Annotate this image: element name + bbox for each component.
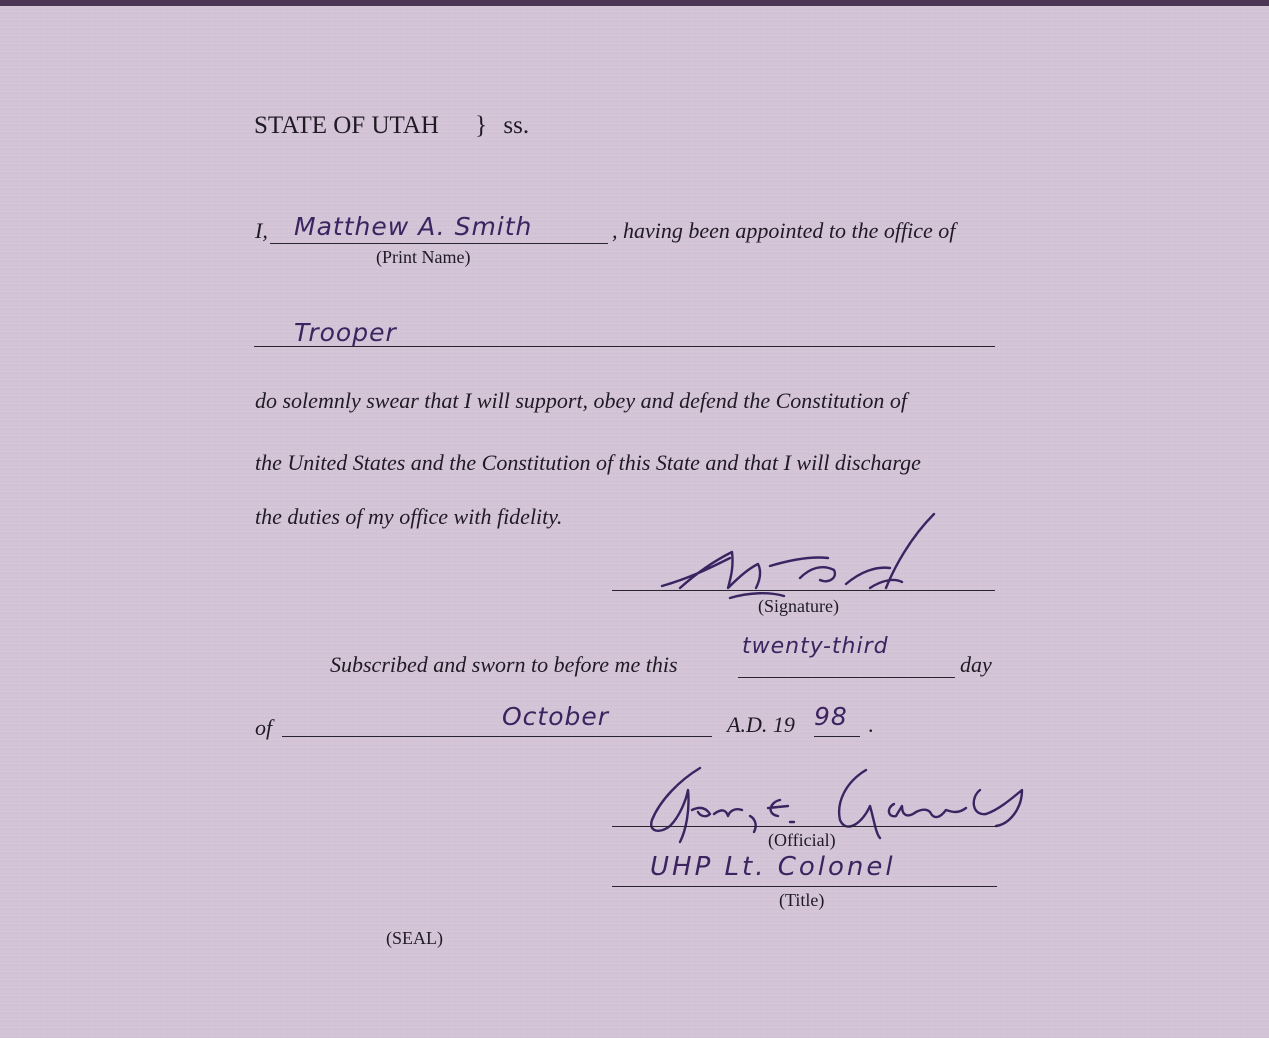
day-handwritten: twenty-third (742, 634, 889, 659)
top-edge (0, 0, 1269, 6)
year-handwritten: 98 (814, 702, 848, 731)
oath-line-3: the duties of my office with fidelity. (255, 504, 563, 529)
month-line (282, 736, 712, 737)
of-label: of (255, 715, 273, 740)
state-label: STATE OF UTAH (254, 112, 439, 139)
month-handwritten: October (502, 702, 610, 731)
brace-mark: } (475, 112, 488, 139)
signature-scribble (650, 508, 950, 608)
date-period: . (868, 712, 874, 737)
subscribed-text: Subscribed and sworn to before me this (330, 652, 678, 677)
oath-line-1: do solemnly swear that I will support, obey and defend the Constitution of (255, 388, 908, 413)
official-caption: (Official) (768, 830, 836, 850)
office-handwritten: Trooper (294, 318, 397, 347)
day-label: day (960, 652, 992, 677)
printed-name-handwritten: Matthew A. Smith (294, 212, 533, 241)
appointment-text: , having been appointed to the office of (612, 218, 956, 243)
title-caption: (Title) (779, 890, 825, 910)
print-name-caption: (Print Name) (376, 247, 471, 267)
ad-label: A.D. 19 (727, 712, 795, 737)
year-line (814, 736, 860, 737)
oath-line-2: the United States and the Constitution of this State and that I will discharge (255, 450, 921, 475)
name-line (270, 243, 608, 244)
signature-caption: (Signature) (758, 596, 839, 616)
day-line (738, 677, 955, 678)
seal-label: (SEAL) (386, 928, 443, 948)
signature-line (612, 590, 995, 591)
ss-label: ss. (503, 112, 530, 139)
title-handwritten: UHP Lt. Colonel (650, 852, 896, 882)
official-line (612, 826, 997, 827)
oath-prefix: I, (255, 218, 268, 243)
venue-heading (254, 112, 529, 140)
title-line (612, 886, 997, 887)
